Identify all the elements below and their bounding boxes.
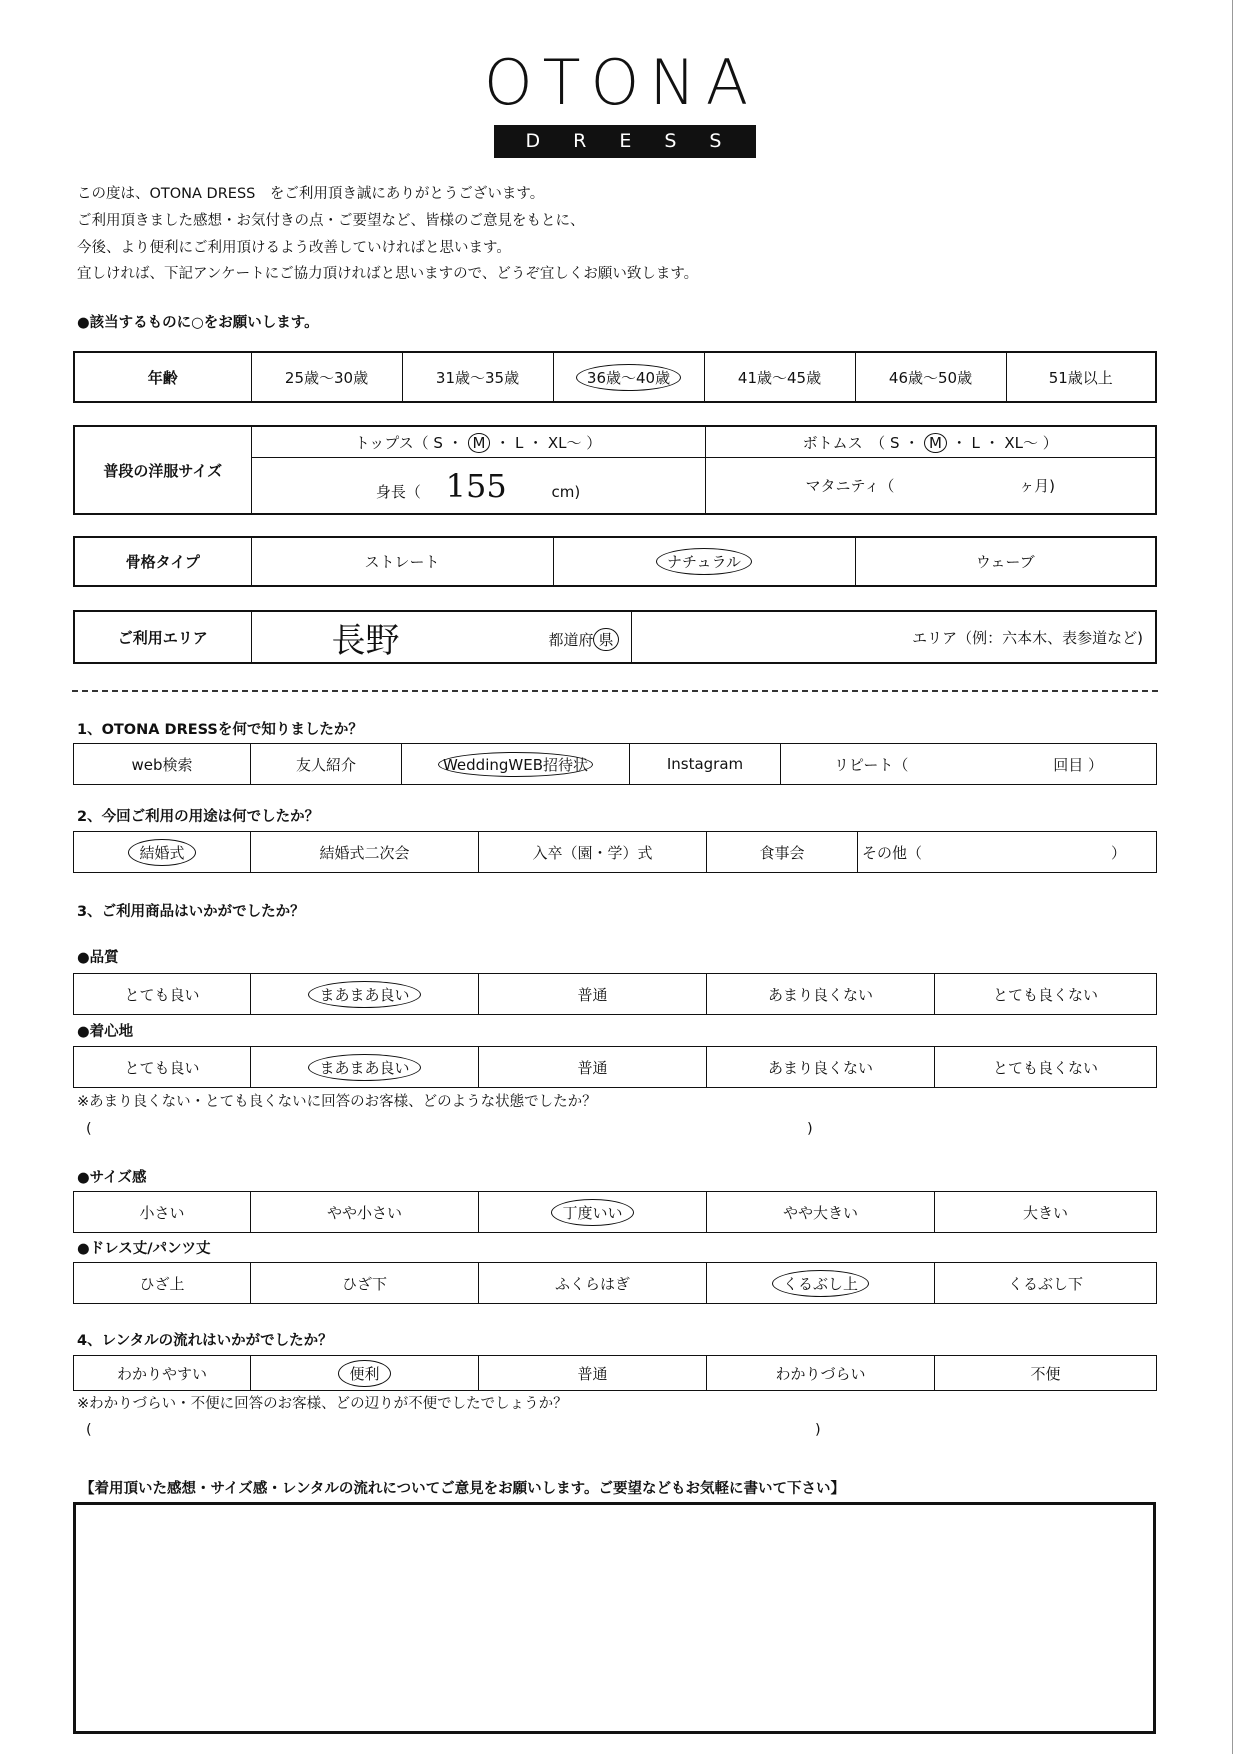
selection-circle: WeddingWEB招待状	[438, 752, 593, 777]
selection-circle: ナチュラル	[656, 548, 752, 575]
age-option[interactable]: 25歳～30歳	[251, 352, 402, 402]
q4-note-close: )	[815, 1422, 821, 1438]
selection-circle: 丁度いい	[551, 1199, 633, 1226]
age-option-selected[interactable]	[553, 352, 704, 402]
prefecture-suffix	[548, 628, 618, 651]
length-option-selected[interactable]	[707, 1263, 935, 1304]
tops-selected: M	[468, 433, 491, 453]
area-table	[73, 610, 1157, 664]
q4-table	[73, 1355, 1157, 1391]
comfort-option[interactable]: とても良くない	[935, 1047, 1157, 1088]
q4-note: ※わかりづらい・不便に回答のお客様、どの辺りが不便でしたでしょうか？	[77, 1396, 568, 1412]
quality-option[interactable]: とても良い	[74, 974, 251, 1015]
divider-dashed	[72, 690, 1158, 692]
selection-circle: 36歳～40歳	[576, 364, 681, 391]
intro-line-1: この度は、OTONA DRESS をご利用頂き誠にありがとうございます。	[77, 186, 545, 202]
q1-option[interactable]: 友人紹介	[251, 744, 402, 785]
tops-size-cell[interactable]	[251, 426, 705, 458]
area-hint[interactable]: エリア（例：六本木、表参道など)	[631, 611, 1156, 663]
logo-wordmark: OTONA	[483, 46, 759, 119]
height-value: 155	[445, 466, 507, 505]
q2-option[interactable]: 入卒（園・学）式	[479, 832, 707, 873]
q2-title: 2、今回ご利用の用途は何でしたか？	[77, 809, 320, 825]
frame-label: 骨格タイプ	[74, 537, 251, 586]
q2-other-close: ）	[1110, 844, 1126, 862]
comfort-label: ●着心地	[77, 1024, 134, 1040]
comfort-table	[73, 1046, 1157, 1088]
q2-option-selected[interactable]	[74, 832, 251, 873]
q2-option[interactable]: 食事会	[707, 832, 858, 873]
selection-circle: まあまあ良い	[308, 981, 420, 1008]
q1-option[interactable]: Instagram	[630, 744, 781, 785]
q1-option[interactable]: web検索	[74, 744, 251, 785]
quality-option[interactable]: あまり良くない	[707, 974, 935, 1015]
length-option[interactable]: ひざ下	[251, 1263, 479, 1304]
comment-title: 【着用頂いた感想・サイズ感・レンタルの流れについてご意見をお願いします。ご要望などもお気軽に書いて下さい】	[80, 1481, 845, 1497]
q1-option-selected[interactable]	[402, 744, 630, 785]
age-option[interactable]: 41歳～45歳	[704, 352, 855, 402]
fit-table	[73, 1191, 1157, 1233]
q1-repeat-label: リピート（	[834, 755, 909, 774]
intro-line-3: 今後、より便利にご利用頂けるよう改善していければと思います。	[77, 240, 511, 256]
intro-line-4: 宜しければ、下記アンケートにご協力頂ければと思いますので、どうぞ宜しくお願い致します。	[77, 266, 699, 282]
q1-table	[73, 743, 1157, 785]
comfort-option[interactable]: 普通	[479, 1047, 707, 1088]
size-label: 普段の洋服サイズ	[74, 426, 251, 514]
quality-option[interactable]: 普通	[479, 974, 707, 1015]
prefecture-selected: 県	[593, 628, 618, 651]
length-option[interactable]: くるぶし下	[935, 1263, 1157, 1304]
q3-note-open: (	[86, 1121, 92, 1137]
frame-table	[73, 536, 1157, 587]
age-table	[73, 351, 1157, 403]
q1-title: 1、OTONA DRESSを何で知りましたか？	[77, 722, 363, 738]
q3-note: ※あまり良くない・とても良くないに回答のお客様、どのような状態でしたか？	[77, 1094, 597, 1110]
q1-repeat-cell[interactable]	[781, 744, 1157, 785]
selection-circle: 便利	[338, 1360, 390, 1387]
age-option[interactable]: 31歳～35歳	[402, 352, 553, 402]
q3-title: 3、ご利用商品はいかがでしたか？	[77, 904, 305, 920]
maternity-unit: ヶ月)	[1019, 477, 1055, 496]
length-option[interactable]: ひざ上	[74, 1263, 251, 1304]
comfort-option[interactable]: とても良い	[74, 1047, 251, 1088]
tops-suffix: ・ L ・ XL～ ）	[495, 433, 602, 452]
q4-title: 4、レンタルの流れはいかがでしたか？	[77, 1333, 333, 1349]
comfort-option[interactable]: あまり良くない	[707, 1047, 935, 1088]
bottoms-selected: M	[924, 433, 947, 453]
maternity-cell[interactable]	[705, 458, 1156, 514]
age-label: 年齢	[74, 352, 251, 402]
q2-other-label: その他（	[862, 843, 923, 862]
tops-prefix: トップス（ S ・	[354, 433, 463, 452]
height-label: 身長（	[375, 482, 421, 501]
age-option[interactable]: 46歳～50歳	[855, 352, 1006, 402]
quality-table	[73, 973, 1157, 1015]
instruction-text: ●該当するものに○をお願いします。	[77, 315, 319, 331]
q4-note-open: (	[86, 1422, 92, 1438]
selection-circle: まあまあ良い	[308, 1054, 420, 1081]
q2-other-cell[interactable]	[858, 832, 1157, 873]
scan-edge-line	[1232, 0, 1233, 1754]
length-option[interactable]: ふくらはぎ	[479, 1263, 707, 1304]
q1-repeat-unit: 回目 ）	[1053, 755, 1103, 774]
q4-option-selected[interactable]	[251, 1356, 479, 1391]
frame-option[interactable]: ウェーブ	[855, 537, 1156, 586]
q4-option[interactable]: わかりづらい	[707, 1356, 935, 1391]
quality-option[interactable]: とても良くない	[935, 974, 1157, 1015]
comment-box[interactable]	[73, 1502, 1156, 1734]
length-table	[73, 1262, 1157, 1304]
maternity-label: マタニティ（	[805, 477, 895, 496]
frame-option-selected[interactable]	[553, 537, 855, 586]
height-unit: cm)	[551, 482, 581, 501]
q4-option[interactable]: 不便	[935, 1356, 1157, 1391]
height-cell[interactable]	[251, 458, 705, 514]
bottoms-size-cell[interactable]	[705, 426, 1156, 458]
prefecture-label: 都道府	[548, 631, 594, 649]
area-label: ご利用エリア	[74, 611, 251, 663]
prefecture-value: 長野	[331, 620, 400, 661]
length-label: ●ドレス丈/パンツ丈	[77, 1241, 211, 1257]
fit-option[interactable]: やや大きい	[707, 1192, 935, 1233]
selection-circle: くるぶし上	[772, 1270, 869, 1297]
prefecture-cell[interactable]	[251, 611, 631, 663]
fit-option[interactable]: 小さい	[74, 1192, 251, 1233]
logo-subtitle: DRESS	[494, 125, 756, 158]
bottoms-prefix: ボトムス （ S ・	[802, 433, 920, 452]
fit-label: ●サイズ感	[77, 1170, 147, 1186]
size-table	[73, 425, 1157, 515]
selection-circle: 結婚式	[128, 839, 195, 866]
q2-table	[73, 831, 1157, 873]
quality-label: ●品質	[77, 950, 119, 966]
quality-option-selected[interactable]	[251, 974, 479, 1015]
frame-option[interactable]: ストレート	[251, 537, 553, 586]
intro-line-2: ご利用頂きました感想・お気付きの点・ご要望など、皆様のご意見をもとに、	[77, 213, 585, 229]
fit-option[interactable]: 大きい	[935, 1192, 1157, 1233]
bottoms-suffix: ・ L ・ XL～ ）	[951, 433, 1058, 452]
q4-option[interactable]: わかりやすい	[74, 1356, 251, 1391]
q3-note-close: )	[807, 1121, 813, 1137]
fit-option[interactable]: やや小さい	[251, 1192, 479, 1233]
fit-option-selected[interactable]	[479, 1192, 707, 1233]
q4-option[interactable]: 普通	[479, 1356, 707, 1391]
q2-option[interactable]: 結婚式二次会	[251, 832, 479, 873]
comfort-option-selected[interactable]	[251, 1047, 479, 1088]
age-option[interactable]: 51歳以上	[1006, 352, 1156, 402]
